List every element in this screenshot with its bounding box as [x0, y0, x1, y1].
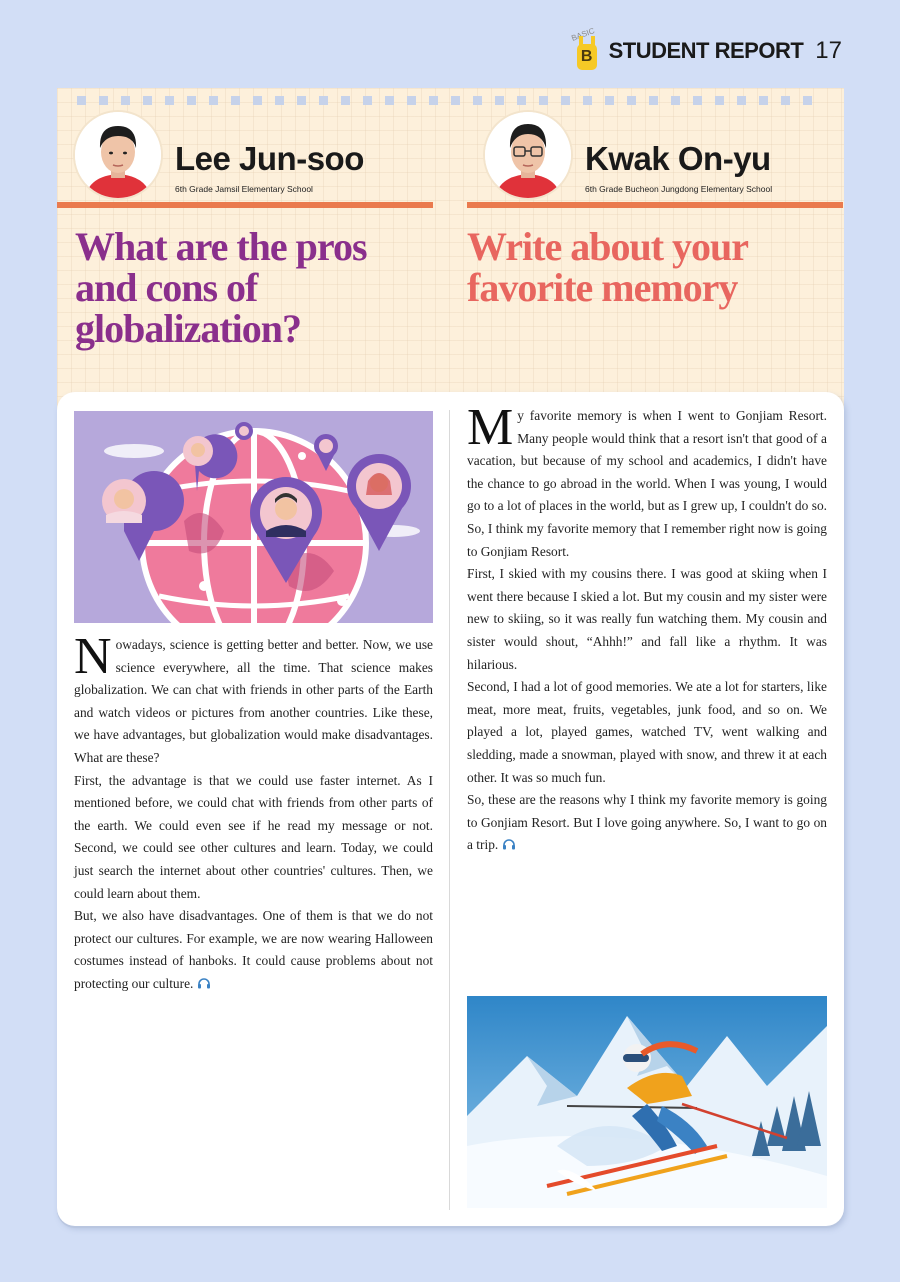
student-name: Lee Jun-soo: [175, 140, 364, 177]
drop-cap: N: [74, 628, 112, 685]
badge-small-text: BASIC: [569, 26, 596, 43]
header-rule: [57, 202, 433, 208]
student-school: 6th Grade Jamsil Elementary School: [175, 184, 313, 194]
student-name: Kwak On-yu: [585, 140, 771, 177]
page-number: 17: [815, 37, 842, 64]
drop-cap: M: [467, 399, 514, 456]
avatar: [75, 112, 161, 198]
globe-location-pins-illustration: [74, 411, 433, 623]
paragraph: [467, 399, 827, 563]
paragraph: Second, I had a lot of good memories. We ate a lot for starters, like meat, more meat, fruits, vegetables, junk food, and so on. We played a lot, played games, watched TV, went walking and sledding, made a snowman, played with snow, and threw it at each other. It was so much fun.: [467, 679, 827, 785]
paragraph: [74, 628, 433, 770]
paragraph: First, I skied with my cousins there. I was good at skiing when I went there because I skied a lot. But my cousin and my sister were new to skiing, so it was really fun watching them. My cousin and sister would shout, “Ahhh!” and fall like a rhythm. It was hilarious.: [467, 566, 827, 672]
report-header: [569, 26, 842, 72]
decorative-dots: [77, 96, 824, 106]
skier-illustration: [467, 996, 827, 1208]
column-divider: [449, 410, 450, 1210]
question-title-left: What are the pros and cons of globalization?: [75, 224, 367, 351]
question-title-right: Write about your favorite memory: [467, 224, 748, 310]
paragraph-text: y favorite memory is when I went to Gonjiam Resort. Many people would think that a resort isn't that good of a vacation, but because of my school and academics, I didn't have the chance to go abroad in the world. When I was young, I would go to a lot of places in the world, but as I grew up, I couldn't do so. So, I think my favorite memory that I remember right now is going to Gonjiam Resort.: [467, 408, 827, 559]
paragraph-text: owadays, science is getting better and better. Now, we use science everywhere, all the time. That science makes globalization. We can chat with friends in other parts of the Earth and watch videos or pictures from another countries. Like these, we have advantages, but globalization would make disadvantages. What are these?: [74, 637, 433, 765]
avatar: [485, 112, 571, 198]
headphones-icon: [502, 838, 516, 850]
section-title: STUDENT REPORT: [608, 38, 804, 63]
paragraph-text: But, we also have disadvantages. One of them is that we do not protect our cultures. For example, we are now wearing Halloween costumes instead of hanboks. It could cause problems about not protecting our culture.: [74, 908, 433, 991]
essay-right: [467, 399, 827, 857]
header-rule: [467, 202, 843, 208]
paragraph: [74, 905, 433, 995]
basic-badge-logo: [569, 26, 601, 72]
essay-left: [74, 628, 433, 996]
badge-letter: B: [577, 44, 597, 70]
student-school: 6th Grade Bucheon Jungdong Elementary School: [585, 184, 773, 194]
headphones-icon: [197, 977, 211, 989]
paragraph: [467, 789, 827, 857]
paragraph: First, the advantage is that we could use faster internet. As I mentioned before, we could chat with friends from other parts of the earth. We could even see if he read my message or not. Second, we could see other cultures and learn. Today, we could just search the internet about other countries' cultures. Then, we could learn about them.: [74, 772, 433, 901]
paragraph-text: So, these are the reasons why I think my favorite memory is going to Gonjiam Resort. But I love going anywhere. So, I want to go on a trip.: [467, 792, 827, 853]
